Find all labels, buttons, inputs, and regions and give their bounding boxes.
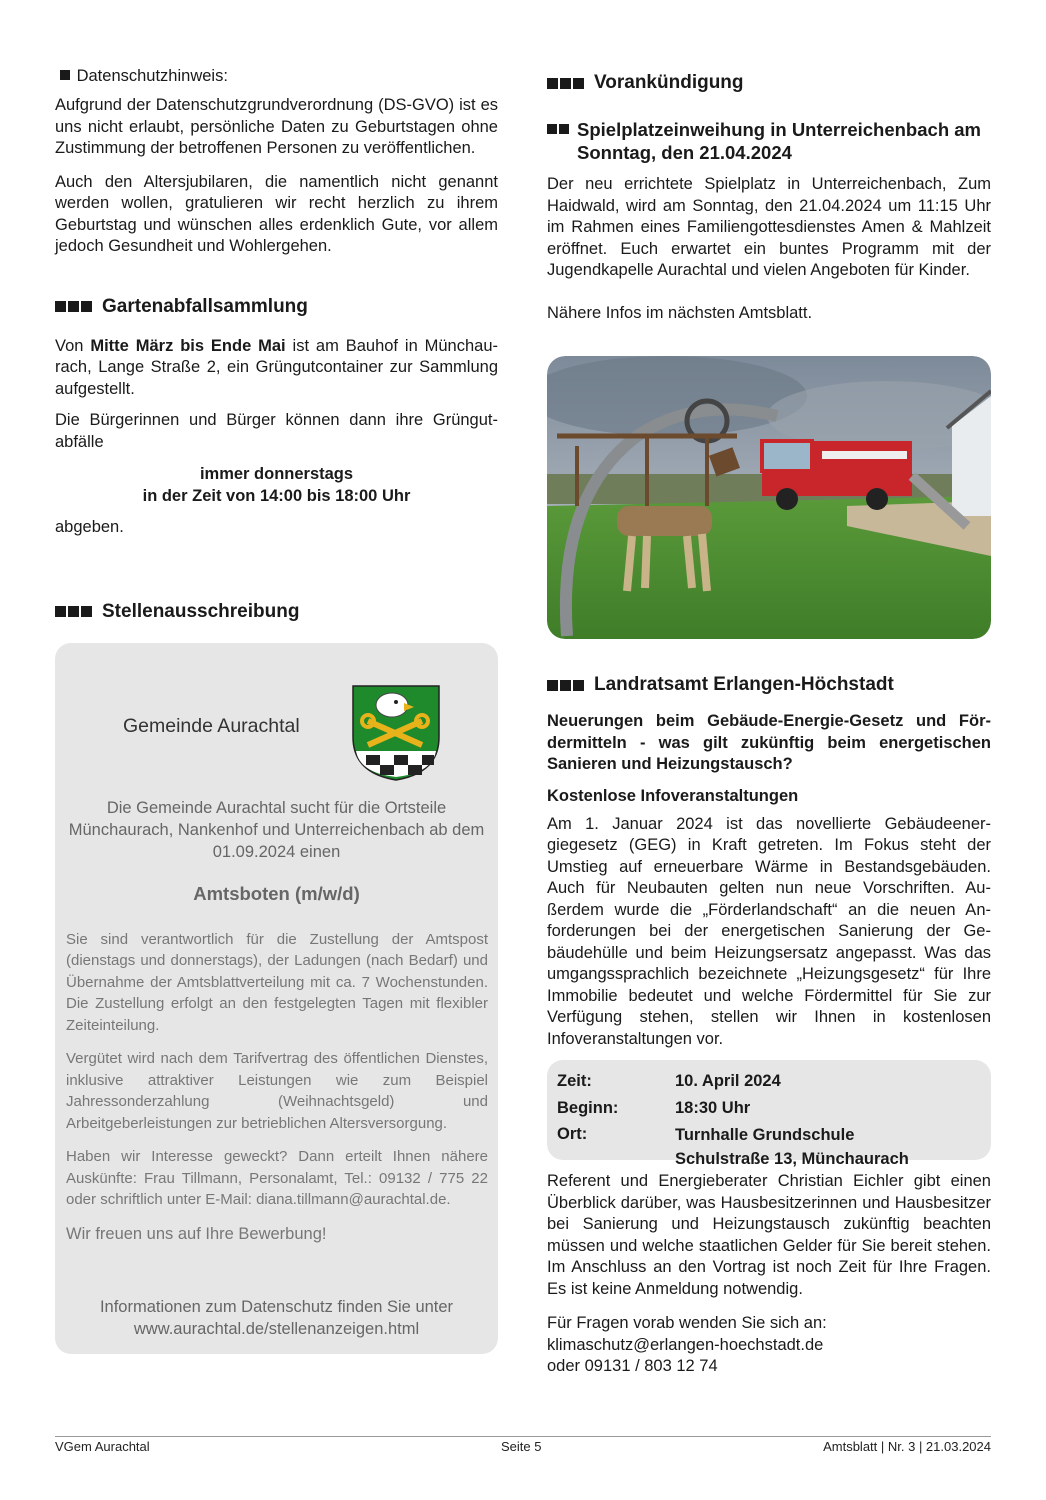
page-footer (55, 1436, 991, 1454)
preview-heading: Vorankündigung (547, 72, 991, 94)
heading-squares-icon (55, 606, 92, 617)
privacy-paragraph-1: Aufgrund der Datenschutzgrundverordnung (DS-GVO) ist es uns nicht erlaubt, persönliche Daten zu Geburtstagen ohne Zustimmung der betroffenen Personen zu veröffentlichen. (55, 96, 498, 157)
contact-block: Für Fragen vorab wenden Sie sich an: klimaschutz@erlangen-hoechstadt.de oder 09131 / 803 12 74 (547, 1313, 991, 1378)
heading-squares-icon (547, 78, 584, 89)
lra-heading: Landratsamt Erlangen-Höchstadt (547, 674, 991, 696)
contact-email[interactable]: klimaschutz@erlangen-hoechstadt.de (547, 1335, 824, 1354)
location-value: Turnhalle Grundschule Schulstraße 13, Münchaurach (675, 1126, 909, 1168)
footer-publisher: VGem Aurachtal (55, 1439, 150, 1454)
garden-paragraph-1: Von Mitte März bis Ende Mai ist am Bauhof in Münchaurach, Lange Straße 2, ein Grüngutcontainer zur Sammlung aufgestellt. (55, 336, 499, 398)
privacy-heading: Datenschutzhinweis: (60, 66, 498, 87)
job-heading: Stellenausschreibung (55, 601, 498, 623)
lra-paragraph-1: Am 1. Januar 2024 ist das novellierte Gebäudeenergiegesetz (GEG) in Kraft getreten. Im Fokus steht der Umstieg auf erneuerbare Wärme in Bestandsgebäuden. Auch für Neubauten gelten nun neue Vorschriften. Außerdem wurde die „Förderlandschaft“ an die neuen Anforderungen bei der energetischen Sanierung der Gebäudehülle und beim Heizungsersatz angepasst. Was das umgangssprachlich bezeichnete „Heizungsgesetz“ für Ihre Immobilie bedeutet und welche Fördermittel für Sie zur Verfügung stehen, stellen wir Ihnen in kostenlosen Infoveranstaltungen vor. (547, 814, 991, 1048)
start-label: Beginn: (557, 1098, 619, 1117)
job-ad-box (55, 643, 498, 1354)
garden-times: immer donnerstags in der Zeit von 14:00 bis 18:00 Uhr (142, 465, 411, 505)
job-intro: Die Gemeinde Aurachtal sucht für die Ortsteile Münchaurach, Nankenhof und Unterreichenbach ab dem 01.09.2024 einen (68, 798, 485, 861)
lra-subheading: Neuerungen beim Gebäude-Energie-Gesetz und Fördermitteln - was gilt zukünftig beim energetischen Sanieren und Heizungstausch? (547, 712, 991, 773)
playground-paragraph-1: Der neu errichtete Spielplatz in Unterreichenbach, Zum Haidwald, wird am Sonntag, den 21.04.2024 um 11:15 Uhr im Rahmen eines Familiengottesdienstes Amen & Mahlzeit eröffnet. Euch erwartet ein buntes Programm mit der Jugendkapelle Aurachtal und vielen Angeboten für Kinder. (547, 175, 991, 279)
privacy-paragraph-2: Auch den Altersjubilaren, die namentlich nicht genannt werden wollen, gratulieren wir recht herzlich zu ihrem Geburtstag und wünschen alles erdenklich Gute, vor allem jedoch Gesundheit und Wohlergehen. (55, 172, 498, 255)
bullet-square-icon (60, 70, 70, 80)
event-info-box (547, 1060, 991, 1168)
job-paragraph-3: Haben wir Interesse geweckt? Dann erteilt Ihnen nähere Auskünfte: Frau Tillmann, Personalamt, Tel.: 09132 / 775 22 oder schriftlich unter E-Mail: diana.tillmann@aurachtal.de. (66, 1148, 488, 1208)
job-paragraph-2: Vergütet wird nach dem Tarifvertrag des öffentlichen Dienstes, inklusive attraktiver Leistungen wie zum Beispiel Jahressonderzahlung (Weihnachtsgeld) und Arbeitgeberleistungen zur betrieblichen Altersversorgung. (66, 1050, 488, 1132)
job-title: Amtsboten (m/w/d) (193, 882, 360, 904)
municipality-name: Gemeinde Aurachtal (123, 714, 300, 737)
job-details (66, 929, 488, 1246)
garden-paragraph-3: abgeben. (55, 518, 124, 536)
footer-issue: Amtsblatt | Nr. 3 | 21.03.2024 (823, 1439, 991, 1454)
footer-page-number: Seite 5 (501, 1439, 542, 1454)
heading-squares-icon (547, 680, 584, 691)
heading-squares-icon (55, 301, 92, 312)
start-value: 18:30 Uhr (675, 1098, 751, 1117)
job-paragraph-1: Sie sind verantwortlich für die Zustellung der Amtspost (dienstags und donnerstags), der Ladungen (nach Bedarf) und Übernahme der Amtsblattverteilung mit ca. 7 Wochenstunden. Die Zustellung erfolgt an den festgelegten Tagen mit flexibler Zeiteinteilung. (66, 930, 488, 1034)
location-label: Ort: (557, 1125, 588, 1143)
garden-paragraph-2: Die Bürgerinnen und Bürger können dann ihre Grüngutabfälle (55, 411, 498, 451)
heading-squares-icon (547, 124, 569, 164)
coat-of-arms-icon (352, 685, 440, 781)
left-column (55, 66, 498, 1354)
event-info-table (557, 1068, 909, 1171)
playground-photo (547, 356, 991, 639)
job-closing: Wir freuen uns auf Ihre Bewerbung! (66, 1224, 327, 1243)
time-label: Zeit: (557, 1072, 592, 1090)
playground-paragraph-2: Nähere Infos im nächsten Amtsblatt. (547, 303, 813, 322)
right-column (547, 72, 991, 1378)
playground-heading: Spielplatzeinweihung in Unterreichenbach am Sonntag, den 21.04.2024 (547, 118, 991, 164)
lra-subheading-2: Kostenlose Infoveranstaltungen (547, 786, 799, 805)
lra-paragraph-2: Referent und Energieberater Christian Eichler gibt einen Überblick darüber, was Hausbesitzerinnen und Hausbesitzer bei Sanierung und Heizungstausch zukünftig beachten müssen und welche staatlichen Gelder für Sie bereit stehen. Im Anschluss an den Vortrag ist noch Zeit für Ihre Fragen. Es ist keine Anmeldung notwendig. (547, 1172, 991, 1298)
contact-phone: oder 09131 / 803 12 74 (547, 1357, 718, 1375)
job-privacy-note: Informationen zum Datenschutz finden Sie unter www.aurachtal.de/stellenanzeigen.html (99, 1297, 454, 1338)
garden-heading: Gartenabfallsammlung (55, 296, 498, 318)
time-value: 10. April 2024 (675, 1072, 781, 1090)
